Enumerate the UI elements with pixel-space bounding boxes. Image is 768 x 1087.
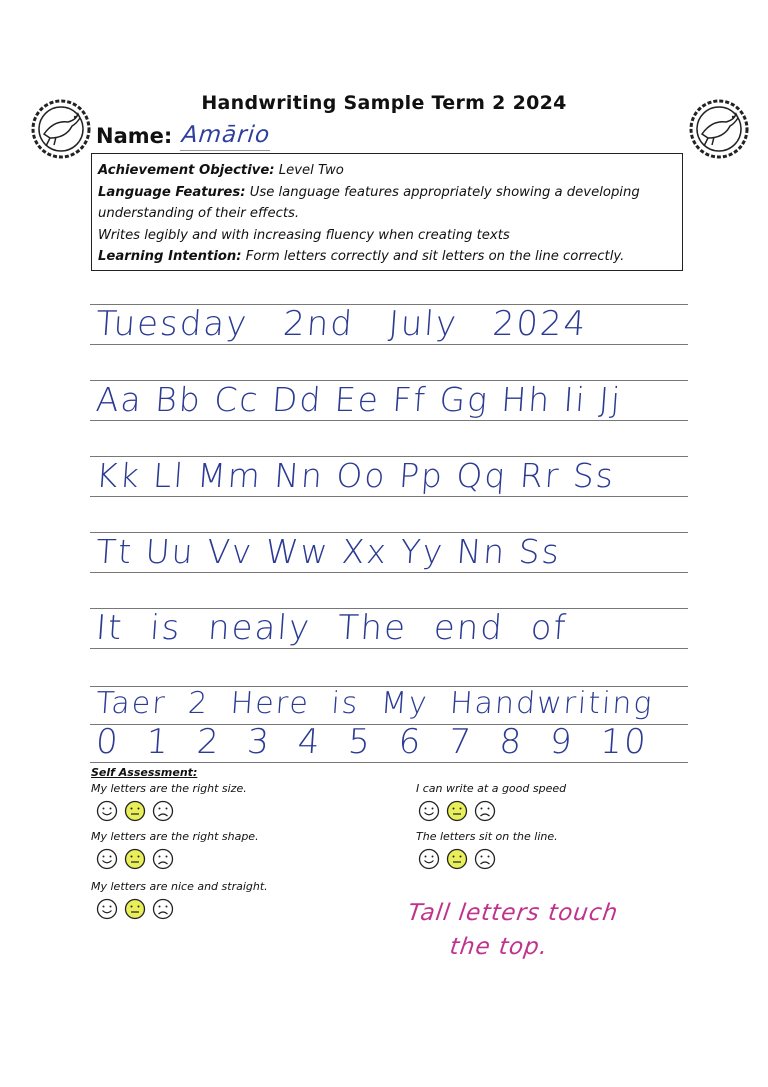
sad-face-icon [152,848,174,870]
sad-face-icon [474,848,496,870]
learning-intention [98,246,676,268]
handwriting-line-1: Tuesday 2nd July 2024 [94,304,589,344]
assessment-label-line: The letters sit on the line. [416,830,558,843]
intention-value: Form letters correctly and sit letters on the line correctly. [245,249,625,264]
neutral-face-icon [124,800,146,822]
assessment-faces-shape [96,848,174,870]
sad-face-icon [474,800,496,822]
happy-face-icon [418,800,440,822]
self-assessment-title: Self Assessment: [91,766,198,779]
handwriting-line-3: Kk Ll Mm Nn Oo Pp Qq Rr Ss [94,456,617,495]
rule-line [90,648,688,649]
language-value-2: understanding of their effects. [98,206,300,221]
intention-key: Learning Intention: [98,249,242,264]
handwriting-line-6: Taer 2 Here is My Handwriting [94,686,655,721]
rule-line [90,762,688,763]
happy-face-icon [96,898,118,920]
rule-line [90,572,688,573]
achievement-objective [98,160,676,182]
neutral-face-icon [446,848,468,870]
assessment-faces-size [96,800,174,822]
assessment-label-speed: I can write at a good speed [416,782,567,795]
achievement-value: Level Two [278,163,344,178]
neutral-face-icon [446,800,468,822]
assessment-label-shape: My letters are the right shape. [91,830,259,843]
objectives-box [91,153,683,271]
assessment-faces-line [418,848,496,870]
assessment-faces-straight [96,898,174,920]
name-underline [180,150,270,151]
assessment-faces-speed [418,800,496,822]
handwriting-line-4: Tt Uu Vv Ww Xx Yy Nn Ss [94,532,563,571]
rule-line [90,420,688,421]
assessment-label-size: My letters are the right size. [91,782,247,795]
handwriting-line-2: Aa Bb Cc Dd Ee Ff Gg Hh Ii Jj [94,380,624,419]
assessment-label-straight: My letters are nice and straight. [91,880,268,893]
achievement-key: Achievement Objective: [98,163,275,178]
neutral-face-icon [124,898,146,920]
teacher-note-line-2: the top. [448,934,550,960]
language-value: Use language features appropriately showing a developing [249,184,640,200]
handwriting-line-5: It is nealy The end of [94,608,569,648]
page-title: Handwriting Sample Term 2 2024 [201,92,567,114]
sad-face-icon [152,800,174,822]
name-label: Name: [96,124,173,148]
sad-face-icon [152,898,174,920]
name-value: Amārio [180,122,272,148]
language-key: Language Features: [98,184,246,200]
language-features [98,182,676,204]
happy-face-icon [96,848,118,870]
rule-line [90,496,688,497]
rule-line [90,344,688,345]
teacher-note-line-1: Tall letters touch [406,900,621,926]
happy-face-icon [96,800,118,822]
handwriting-line-7: 0 1 2 3 4 5 6 7 8 9 10 [94,722,650,762]
writes-legibly: Writes legibly and with increasing fluency when creating texts [98,227,510,243]
neutral-face-icon [124,848,146,870]
happy-face-icon [418,848,440,870]
